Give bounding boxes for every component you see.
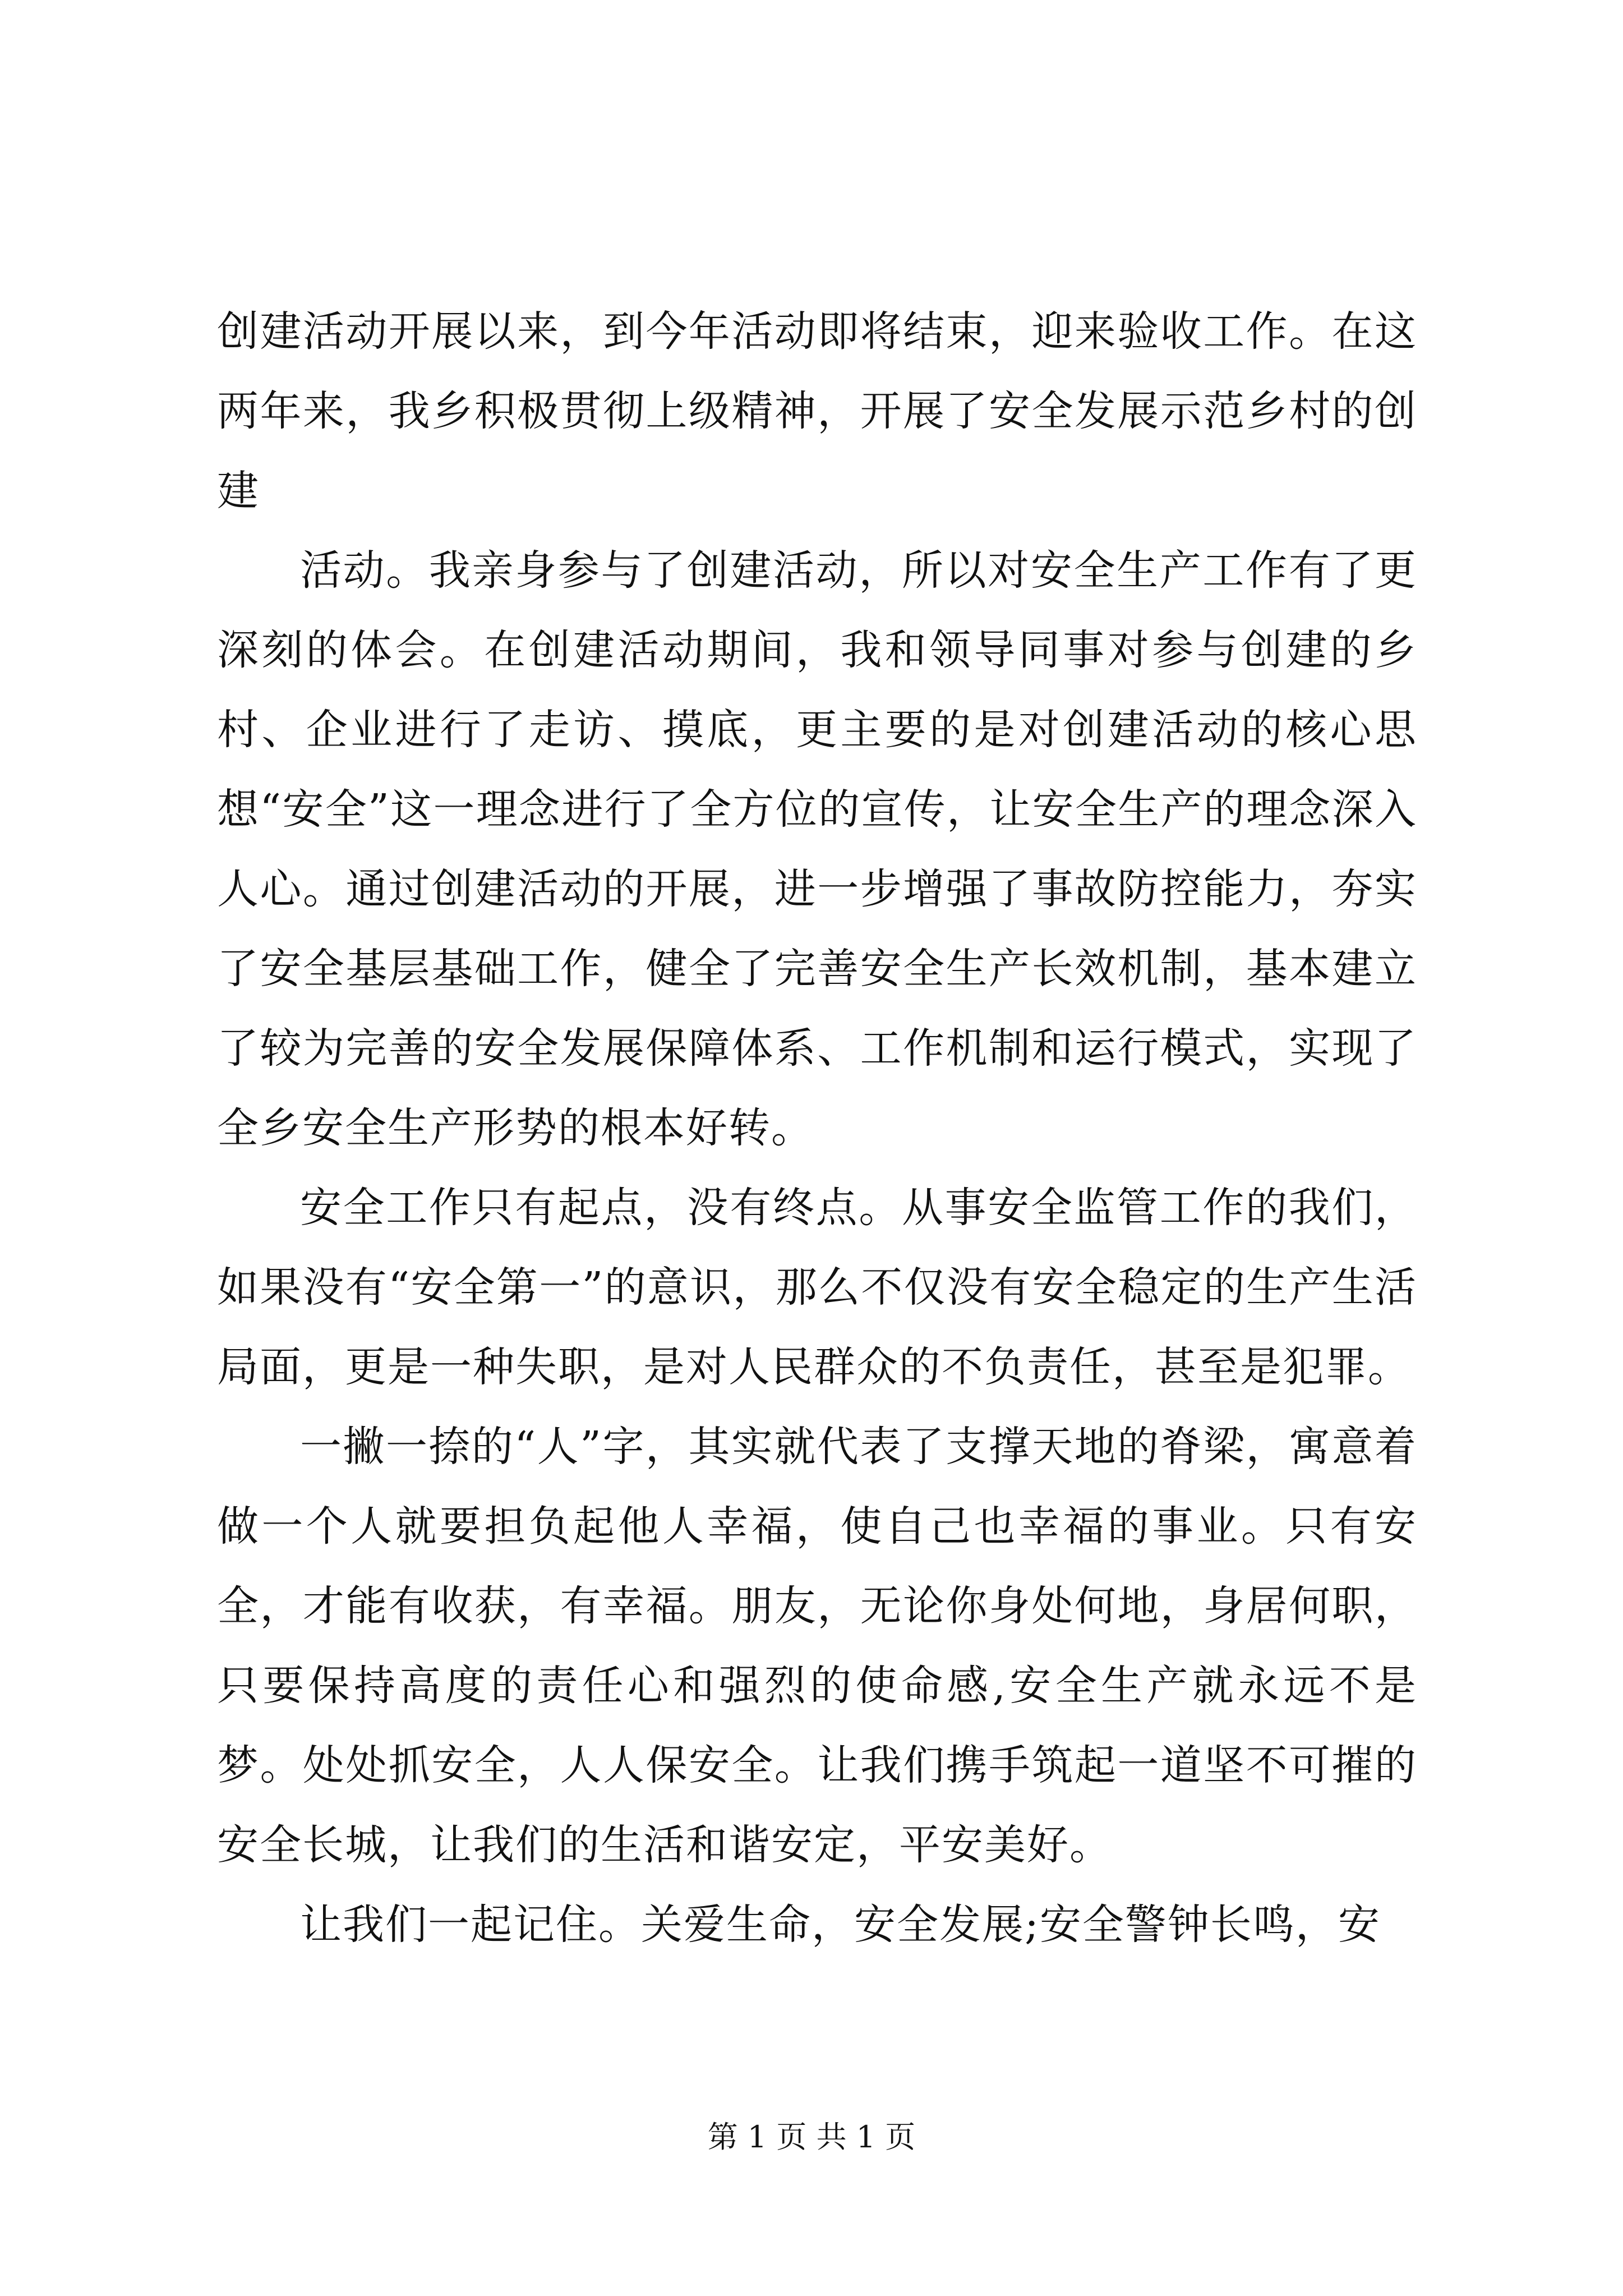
document-body	[217, 292, 1417, 1964]
paragraph-1: 创建活动开展以来，到今年活动即将结束，迎来验收工作。在这两年来，我乡积极贯彻上级精神，开展了安全发展示范乡村的创建	[217, 307, 1417, 515]
paragraph-3: 安全工作只有起点，没有终点。从事安全监管工作的我们，如果没有“安全第一”的意识，那么不仅没有安全稳定的生产生活局面，更是一种失职，是对人民群众的不负责任，甚至是犯罪。	[217, 1184, 1417, 1391]
page-number-footer: 第 1 页 共 1 页	[707, 2119, 916, 2155]
paragraph-2: 活动。我亲身参与了创建活动，所以对安全生产工作有了更深刻的体会。在创建活动期间，我和领导同事对参与创建的乡村、企业进行了走访、摸底，更主要的是对创建活动的核心思想“安全”这一理念进行了全方位的宣传，让安全生产的理念深入人心。通过创建活动的开展，进一步增强了事故防控能力，夯实了安全基层基础工作，健全了完善安全生产长效机制，基本建立了较为完善的安全发展保障体系、工作机制和运行模式，实现了全乡安全生产形势的根本好转。	[217, 546, 1417, 1152]
paragraph-5: 让我们一起记住。关爱生命，安全发展;安全警钟长鸣，安	[300, 1901, 1381, 1949]
paragraph-4: 一撇一捺的“人”字，其实就代表了支撑天地的脊梁，寓意着做一个人就要担负起他人幸福，使自己也幸福的事业。只有安全，才能有收获，有幸福。朋友，无论你身处何地，身居何职，只要保持高度的责任心和强烈的使命感,安全生产就永远不是梦。处处抓安全，人人保安全。让我们携手筑起一道坚不可摧的安全长城，让我们的生活和谐安定，平安美好。	[217, 1423, 1417, 1869]
